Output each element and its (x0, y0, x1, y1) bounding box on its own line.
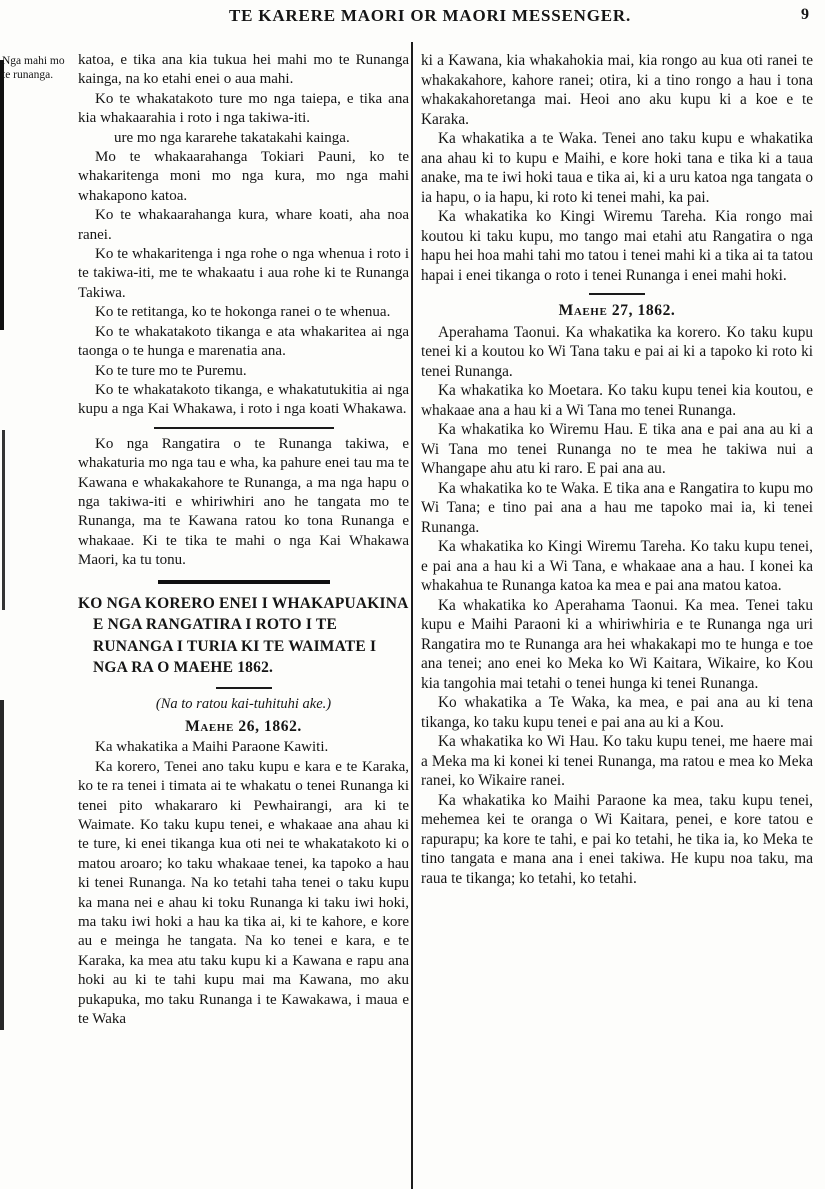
body-paragraph: Ka whakatika ko Maihi Paraone ka mea, taku kupu tenei, mehemea kei te oranga o Wi Kaitara, penei, e kore tatou e rapurapu; ka kore te tahi, e pai ko tetahi, he tika ia, ko Meka te tino tangata e mana ana i enei takiwa. He kupu noa taku, ma raua te tikanga; ko tetahi, ko tetahi. (421, 791, 813, 887)
body-paragraph: ki a Kawana, kia whakahokia mai, kia rongo au kua oti ranei te whakakahore, kahore ranei; otira, ki a tino rongo a hau i tona whakakahoretanga mai. Heoi ano aku kupu ki a koe e te Karaka. (421, 52, 813, 128)
body-paragraph: Ka whakatika ko Moetara. Ko taku kupu tenei kia koutou, e whakaae ana a hau ki a Wi Tana mo tenei Runanga. (421, 382, 813, 419)
body-paragraph: Aperahama Taonui. Ka whakatika ka korero. Ko taku kupu tenei ki a koutou ko Wi Tana taku e pai ai ki a tapoko ki roto ki tenei Runanga. (421, 323, 813, 380)
body-paragraph: Ko te whakatakoto tikanga e ata whakaritea ai nga taonga o te hunga e marenatia ana. (78, 323, 409, 360)
body-paragraph: Ka whakatika ko te Waka. E tika ana e Rangatira to kupu mo Wi Tana; e tino pai ana a hau me tapoko mai ia, ki tenei Runanga. (421, 479, 813, 536)
left-column (78, 51, 409, 1029)
scan-artifact (2, 430, 5, 610)
body-paragraph: Ko te ture mo te Puremu. (95, 362, 247, 379)
byline: (Na to ratou kai-tuhituhi ake.) (155, 695, 332, 712)
body-paragraph: Mo te whakaarahanga Tokiari Pauni, ko te whakaritenga moni mo nga kura, mo nga mahi whakapono katoa. (78, 149, 409, 204)
body-paragraph: Ka whakatika ko Kingi Wiremu Tareha. Kia rongo mai koutou ki taku kupu, mo tango mai etahi atu Rangatira o nga hapu hei hoa mahi tahi mo tatou i tenei mahi ki a tika ai ta tatou hapai i enei tikanga o roto i tenei Runanga i enei mahi hoki. (421, 208, 813, 284)
section-divider (154, 427, 334, 429)
body-paragraph: Ka whakatika a Maihi Paraone Kawiti. (95, 739, 329, 756)
margin-note-line: Nga mahi mo (2, 55, 65, 67)
body-paragraph: Ko te retitanga, ko te hokonga ranei o te whenua. (95, 304, 391, 321)
body-paragraph: Ka whakatika ko Wi Hau. Ko taku kupu tenei, me haere mai a Meka ma ki konei ki tenei Runanga, ma ratou e mea ko Meka ranei, ko Wikaire ranei. (421, 733, 813, 789)
body-paragraph: Ko whakatika a Te Waka, ka mea, e pai ana au ki tena tikanga, ko taku kupu tenei e pai ana au ki a Kou. (421, 694, 813, 731)
date-heading: Maehe 26, 1862. (185, 717, 302, 735)
body-paragraph: Ko te whakatakoto tikanga, e whakatutukitia ai nga kupu a nga Kai Whakawa, i roto i nga koati Whakawa. (78, 381, 409, 418)
margin-note (2, 55, 76, 82)
body-paragraph: Ka whakatika ko Wiremu Hau. E tika ana e pai ana au ki a Wi Tana mo tenei Runanga no te mea he takiwa nui a Whangape ahu atu ki raro. E pai ana au. (421, 421, 813, 477)
body-paragraph: Ko te whakatakoto ture mo nga taiepa, e tika ana kia whakaarahia i roto i nga takiwa-iti. (78, 90, 409, 127)
date-heading: Maehe 27, 1862. (558, 302, 676, 319)
body-paragraph: ure mo nga kararehe takatakahi kainga. (114, 129, 350, 146)
short-divider (216, 687, 272, 689)
section-heading: KO NGA KORERO ENEI I WHAKAPUAKINA E NGA RANGATIRA I ROTO I TE RUNANGA I TURIA KI TE WAIMATE I NGA RA O MAEHE 1862. (78, 594, 408, 677)
body-paragraph: Ka whakatika ko Kingi Wiremu Tareha. Ko taku kupu tenei, e pai ana a hau ki a Wi Tana, e whakaae ana a hau. I konei ka whakahua te Runanga katoa ka mea e pai ana matou katoa. (421, 538, 813, 594)
column-divider-rule (411, 42, 413, 1189)
right-column (421, 51, 813, 888)
page-number: 9 (801, 6, 809, 23)
body-paragraph: Ka korero, Tenei ano taku kupu e kara e te Karaka, ko te ra tenei i timata ai te whakatu o tenei Runanga ki tenei pito whakararo ki Pewhairangi, ara ki te Waimate. Ko taku kupu tenei, e whakaae ana ahau ki te ture, ki enei tikanga kua oti nei te whakatakoto ki o matou aroaro; ko taku whakaae tenei, ka tapoko a hau ki tenei Runanga. Na ko tetahi taha tenei o taku kupu ka mana nei e ahau ki toku Runanga ki taku iwi hoki, ma taku iwi hoki a hau ka tika ai, ki te kahore, e kore au e meinga he tangata. Na ko tenei e kara, e te Karaka, ka mea atu taku kupu ki a Kawana e rapu ana hoki au ki te tahi kupu mai ma Kawana, mo aku pukapuka, mo taku Runanga i te Kawakawa, i maua e te Waka (78, 758, 409, 1028)
body-paragraph: Ko nga Rangatira o te Runanga takiwa, e whakaturia mo nga tau e wha, ka pahure enei tau ma te Kawana e whakakahore te Runanga, a ma nga hapu o nga takiwa-iti e whiriwhiri ano he tangata mo te Runanga, ma te Kawana ratou ko tona Runanga e whakaae. Ki te tika te mahi o nga Kai Whakawa Maori, ka tu tonu. (78, 435, 409, 569)
body-paragraph: katoa, e tika ana kia tukua hei mahi mo te Runanga kainga, na ko etahi enei o aua mahi. (78, 52, 409, 88)
scan-artifact (0, 60, 4, 330)
body-paragraph: Ko te whakaritenga i nga rohe o nga whenua i roto i te takiwa-iti, me te whakaatu i aua rohe ki te Runanga Takiwa. (78, 246, 409, 301)
body-paragraph: Ka whakatika a te Waka. Tenei ano taku kupu e whakatika ana ahau ki to kupu e Maihi, e kore hoki tana e tika ki a taua anake, ma te iwi hoki taua e tika ai, ki a uru katoa nga tangata o ia hapu, o ia hapu, ki roto ki tenei mahi, ka pai. (421, 130, 813, 206)
short-divider (589, 293, 645, 295)
scan-artifact (0, 700, 4, 1030)
masthead-title: TE KARERE MAORI OR MAORI MESSENGER. (228, 6, 632, 25)
body-paragraph: Ka whakatika ko Aperahama Taonui. Ka mea. Tenei taku kupu e Maihi Paraoni ki a whiriwhiria e te Runanga nga uri Rangatira mo te Runanga ara hei whakakapi mo te hunga e toe ana tenei; ano enei ko Meka ko Wi Kaitara, Wikaire, ko Kou kia tangohia mai tetahi o tenei hunga ki tenei Runanga. (421, 596, 813, 692)
body-paragraph: Ko te whakaarahanga kura, whare koati, aha noa ranei. (78, 207, 409, 243)
heavy-section-divider (158, 580, 330, 584)
margin-note-line: te runanga. (2, 68, 54, 81)
